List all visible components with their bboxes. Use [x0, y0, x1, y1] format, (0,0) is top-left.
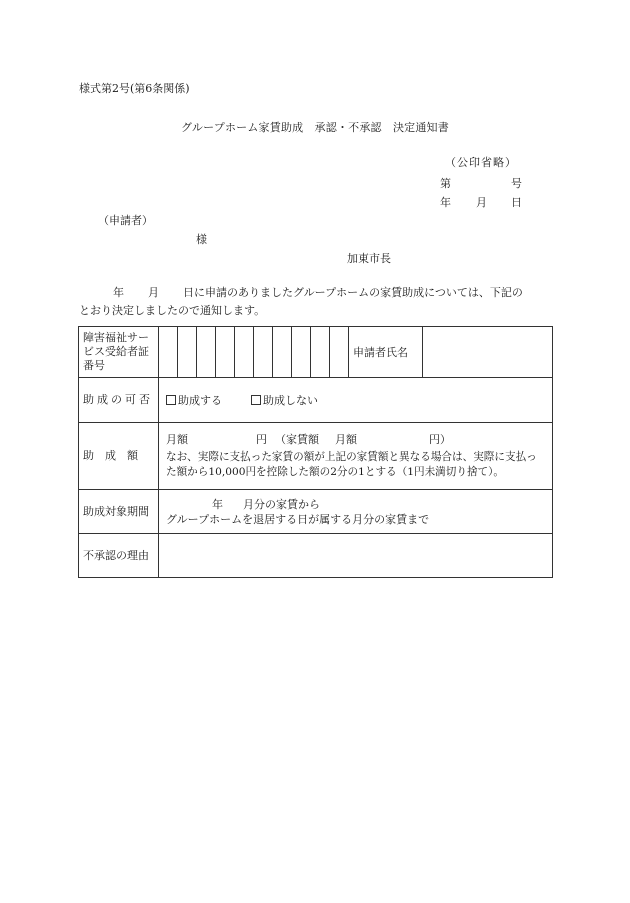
yen-label: 円: [256, 433, 267, 446]
certificate-digit-box[interactable]: [292, 327, 311, 378]
notice-body: [79, 284, 554, 320]
amount-label: 助 成 額: [79, 423, 159, 490]
honorific: 様: [196, 233, 207, 246]
applicant-name-field[interactable]: [423, 327, 553, 378]
body-month-label: 月: [148, 286, 159, 299]
document-title: グループホーム家賃助成 承認・不承認 決定通知書: [181, 121, 449, 134]
certificate-digit-box[interactable]: [273, 327, 292, 378]
decision-table: [78, 326, 553, 578]
approve-option[interactable]: [166, 394, 222, 407]
period-from-line: [166, 497, 552, 512]
date-year-label: 年: [440, 196, 451, 209]
certificate-digit-box[interactable]: [311, 327, 330, 378]
amount-content: [159, 423, 553, 490]
approval-options: [159, 378, 553, 423]
seal-omitted-note: （公印省略）: [445, 156, 517, 169]
issuer-name: 加東市長: [347, 252, 391, 265]
reason-row: [79, 534, 553, 578]
certificate-digit-box[interactable]: [197, 327, 216, 378]
document-number-suffix: 号: [511, 177, 522, 190]
period-row: [79, 490, 553, 534]
rent-monthly-label: 月額: [335, 433, 357, 446]
period-month-label: 月分の家賃から: [243, 497, 320, 511]
body-line1-text: 日に申請のありましたグループホームの家賃助成については、下記の: [183, 286, 523, 299]
rent-label: （家賃額: [275, 433, 319, 446]
rejection-reason-field[interactable]: [159, 534, 553, 578]
certificate-digit-box[interactable]: [178, 327, 197, 378]
certificate-digit-box[interactable]: [254, 327, 273, 378]
reject-checkbox[interactable]: [251, 395, 261, 405]
rejection-reason-label: 不承認の理由: [79, 534, 159, 578]
period-label: 助成対象期間: [79, 490, 159, 534]
document-number-label: 第: [440, 177, 451, 190]
certificate-digit-box[interactable]: [159, 327, 178, 378]
rent-yen-label: 円）: [429, 433, 451, 446]
certificate-number-label: 障害福祉サービス受給者証番号: [79, 327, 159, 378]
certificate-digit-box[interactable]: [216, 327, 235, 378]
applicant-label: （申請者）: [98, 214, 153, 227]
approve-checkbox[interactable]: [166, 395, 176, 405]
form-number: 様式第2号(第6条関係): [79, 82, 190, 95]
approve-option-label: 助成する: [178, 393, 222, 407]
notice-body-line1: [79, 284, 554, 302]
applicant-name-label: 申請者氏名: [349, 327, 423, 378]
body-year-label: 年: [113, 286, 124, 299]
period-until-line: グループホームを退居する日が属する月分の家賃まで: [166, 512, 430, 526]
reject-option[interactable]: [251, 394, 318, 407]
date-month-label: 月: [476, 196, 487, 209]
certificate-digit-box[interactable]: [235, 327, 254, 378]
amount-row: [79, 423, 553, 490]
period-content: [159, 490, 553, 534]
approval-row: [79, 378, 553, 423]
amount-line: [166, 432, 546, 447]
approval-label: 助成の可否: [79, 378, 159, 423]
certificate-digit-box[interactable]: [330, 327, 349, 378]
notice-body-line2: とおり決定しましたので通知します。: [79, 304, 266, 317]
amount-note: なお、実際に支払った家賃の額が上記の家賃額と異なる場合は、実際に支払った額から10,000円を控除した額の2分の1とする（1円未満切り捨て）。: [166, 451, 537, 478]
monthly-amount-label: 月額: [166, 433, 188, 446]
date-day-label: 日: [511, 196, 522, 209]
certificate-row: [79, 327, 553, 378]
period-year-label: 年: [212, 497, 223, 511]
reject-option-label: 助成しない: [263, 393, 318, 407]
